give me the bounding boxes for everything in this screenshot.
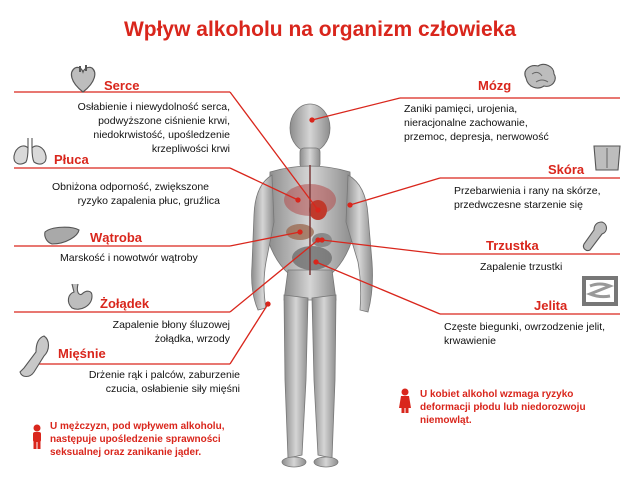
desc-line: krzepliwości krwi <box>151 143 230 155</box>
desc-line: Osłabienie i niewydolność serca, <box>77 101 230 113</box>
desc-watroba <box>60 251 230 265</box>
desc-zoladek <box>40 318 230 346</box>
desc-jelita <box>444 320 634 348</box>
male-person-icon <box>30 424 44 450</box>
desc-line: Zapalenie trzustki <box>480 261 563 273</box>
label-serce: Serce <box>104 78 140 93</box>
label-trzustka: Trzustka <box>486 238 539 253</box>
note-line: U mężczyzn, pod wpływem alkoholu, <box>50 421 225 432</box>
stomach-icon <box>62 282 96 312</box>
brain-icon <box>520 62 558 92</box>
label-jelita: Jelita <box>534 298 568 313</box>
label-watroba: Wątroba <box>90 230 142 245</box>
note-line: U kobiet alkohol wzmaga ryzyko <box>420 389 574 400</box>
label-pluca: Płuca <box>54 152 89 167</box>
desc-line: Marskość i nowotwór wątroby <box>60 252 198 264</box>
desc-line: przedwczesne starzenie się <box>454 199 583 211</box>
pancreas-icon <box>580 220 610 254</box>
note-line: następuje upośledzenie sprawności <box>50 434 221 445</box>
desc-skora <box>454 184 624 212</box>
desc-line: Częste biegunki, owrzodzenie jelit, <box>444 321 606 333</box>
note-male <box>50 420 250 459</box>
desc-line: przemoc, depresja, nerwowość <box>404 131 549 143</box>
note-line: niemowląt. <box>420 415 472 426</box>
desc-pluca <box>52 180 232 208</box>
desc-line: żołądka, wrzody <box>154 333 230 345</box>
body-silhouette <box>252 104 373 467</box>
desc-mozg <box>404 102 614 144</box>
desc-line: czucia, osłabienie siły mięśni <box>105 383 240 395</box>
torso-skin-icon <box>590 142 624 172</box>
desc-line: Zaniki pamięci, urojenia, <box>404 103 518 115</box>
heart-icon <box>66 62 100 96</box>
note-line: deformacji płodu lub niedorozwoju <box>420 402 586 413</box>
label-mozg: Mózg <box>478 78 512 93</box>
desc-line: ryzyko zapalenia płuc, gruźlica <box>77 195 220 207</box>
desc-line: nieracjonalne zachowanie, <box>404 117 528 129</box>
note-line: seksualnej oraz zanikanie jąder. <box>50 447 202 458</box>
desc-line: Przebarwienia i rany na skórze, <box>454 185 601 197</box>
liver-icon <box>42 224 82 248</box>
label-zoladek: Żołądek <box>100 296 150 311</box>
desc-trzustka <box>480 260 620 274</box>
intestines-icon <box>580 272 620 310</box>
desc-line: podwyższone ciśnienie krwi, <box>98 115 230 127</box>
label-skora: Skóra <box>548 162 585 177</box>
desc-line: Zapalenie błony śluzowej <box>112 319 230 331</box>
desc-line: Obniżona odporność, zwiększone <box>52 181 210 193</box>
desc-line: krwawienie <box>444 335 496 347</box>
desc-serce <box>40 100 230 156</box>
female-person-icon <box>398 388 412 414</box>
desc-line: niedokrwistość, upośledzenie <box>93 129 230 141</box>
desc-line: Drżenie rąk i palców, zaburzenie <box>88 369 240 381</box>
label-miesnie: Mięśnie <box>58 346 106 361</box>
page-title: Wpływ alkoholu na organizm człowieka <box>123 18 517 41</box>
note-female <box>420 388 620 427</box>
desc-miesnie <box>40 368 240 396</box>
